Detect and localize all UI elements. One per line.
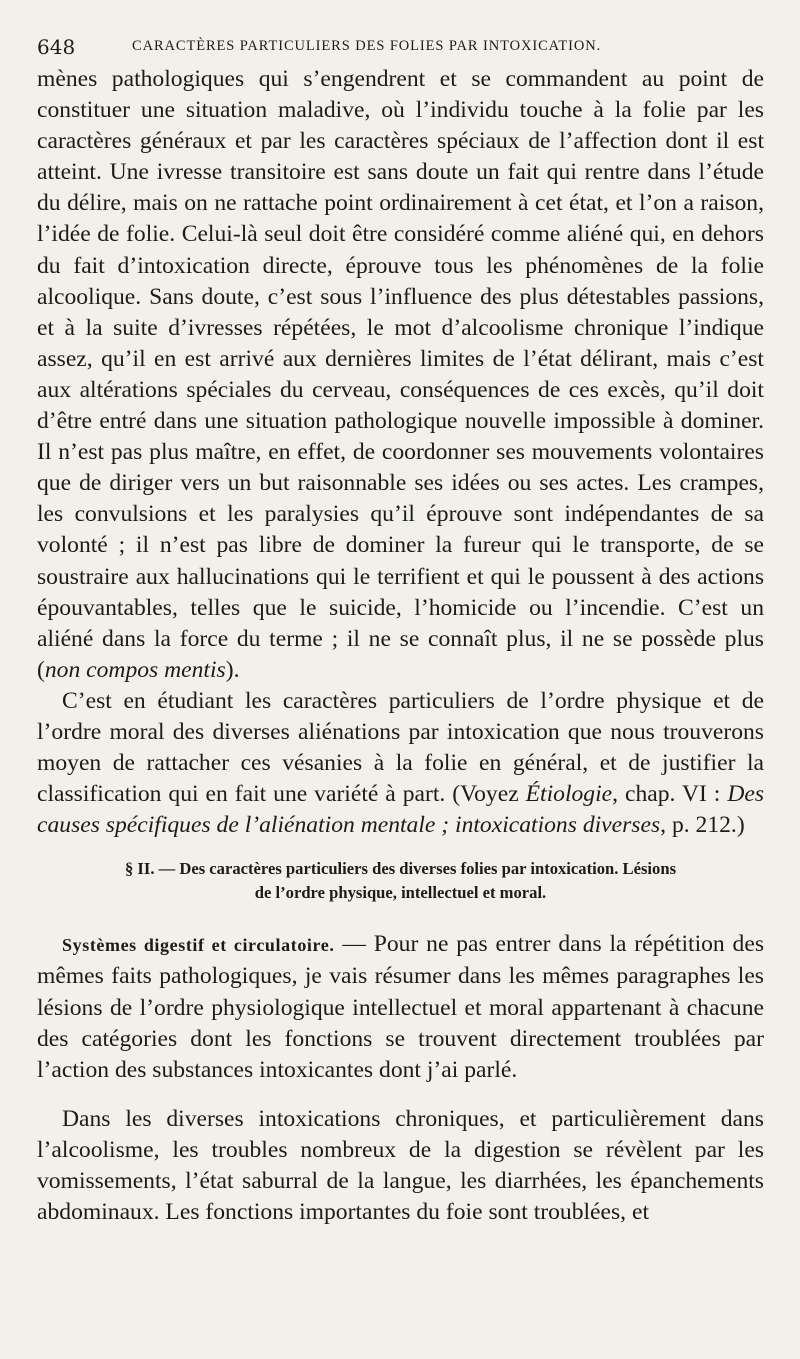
paragraph1-end: ). <box>225 656 240 683</box>
paragraph-continuation <box>37 64 764 686</box>
paragraph1-text: mènes pathologiques qui s’engendrent et se commandent au point de constituer une situation maladive, où l’individu touche à la folie par les caractères généraux et par les caractères spéciaux de l’affection dont il est atteint. Une ivresse transitoire est sans doute un fait qui rentre dans l’étude du délire, mais on ne rattache point ordinairement à cet état, et l’on a raison, l’idée de folie. Celui-là seul doit être considéré comme aliéné qui, en dehors du fait d’intoxication directe, éprouve tous les phénomènes de la folie alcoolique. Sans doute, c’est sous l’influence des plus détestables passions, et à la suite d’ivresses répétées, le mot d’alcoolisme chronique l’indique assez, qu’il en est arrivé aux dernières limites de l’état délirant, mais c’est aux altérations spéciales du cerveau, conséquences de ces excès, qu’il doit d’être entré dans une situation pathologique nouvelle impossible à dominer. Il n’est pas plus maître, en effet, de coordonner ses mouvements volontaires que de diriger vers un but raisonnable ses idées ou ses actes. Les crampes, les convulsions et les paralysies qu’il éprouve sont indépendantes de sa volonté ; il n’est pas libre de dominer la fureur qui le transporte, de se soustraire aux hallucinations qui le terrifient et qui le poussent à des actions épouvantables, telles que le suicide, l’homicide ou l’incendie. C’est un aliéné dans la force du terme ; il ne se connaît plus, il ne se possède plus ( <box>37 66 764 683</box>
running-title: CARACTÈRES PARTICULIERS DES FOLIES PAR INTOXICATION. <box>132 38 602 54</box>
paragraph2-text: C’est en étudiant les caractères particuliers de l’ordre physique et de l’ordre moral des diverses aliénations par intoxication que nous trouverons moyen de rattacher ces vésanies à la folie en général, et de justifier la classification qui en fait une variété à part. (Voyez <box>37 687 764 808</box>
paragraph3-text: — Pour ne pas entrer dans la répétition des mêmes faits pathologiques, je vais résumer dans les mêmes paragraphes les lésions de l’ordre physiologique intellectuel et moral appartenant à chacune des catégories dont les fonctions se trouvent directement troublées par l’action des substances intoxicantes dont j’ai parlé. <box>37 931 765 1083</box>
paragraph4-text: Dans les diverses intoxications chroniques, et particulièrement dans l’alcoolisme, les troubles nombreux de la digestion se révèlent par les vomissements, l’état saburral de la langue, les diarrhées, les épanchements abdominaux. Les fonctions importantes du foie sont troublées, et <box>37 1105 764 1226</box>
paragraph-digestive-systems <box>37 929 764 1085</box>
page-number: 648 <box>37 35 76 59</box>
section-heading <box>37 857 764 905</box>
subsection-heading: Systèmes digestif et circulatoire. <box>62 935 335 956</box>
section-heading-line1: § II. — Des caractères particuliers des diverses folies par intoxication. Lésions <box>124 859 677 879</box>
reference-page: , p. 212.) <box>660 812 745 839</box>
paragraph-classification <box>37 686 764 841</box>
section-heading-line2: de l’ordre physique, intellectuel et moral. <box>254 883 547 903</box>
paragraph-chronic-intoxications <box>37 1104 764 1228</box>
paragraph1-latin-phrase: non compos mentis <box>44 656 226 683</box>
reference-etiologie: Étiologie <box>525 781 613 808</box>
running-head <box>37 28 764 64</box>
reference-chapter-title: Des causes spécifiques de l’aliénation mentale ; intoxications diverses <box>37 781 765 839</box>
reference-chapter: , chap. VI : <box>612 781 728 808</box>
